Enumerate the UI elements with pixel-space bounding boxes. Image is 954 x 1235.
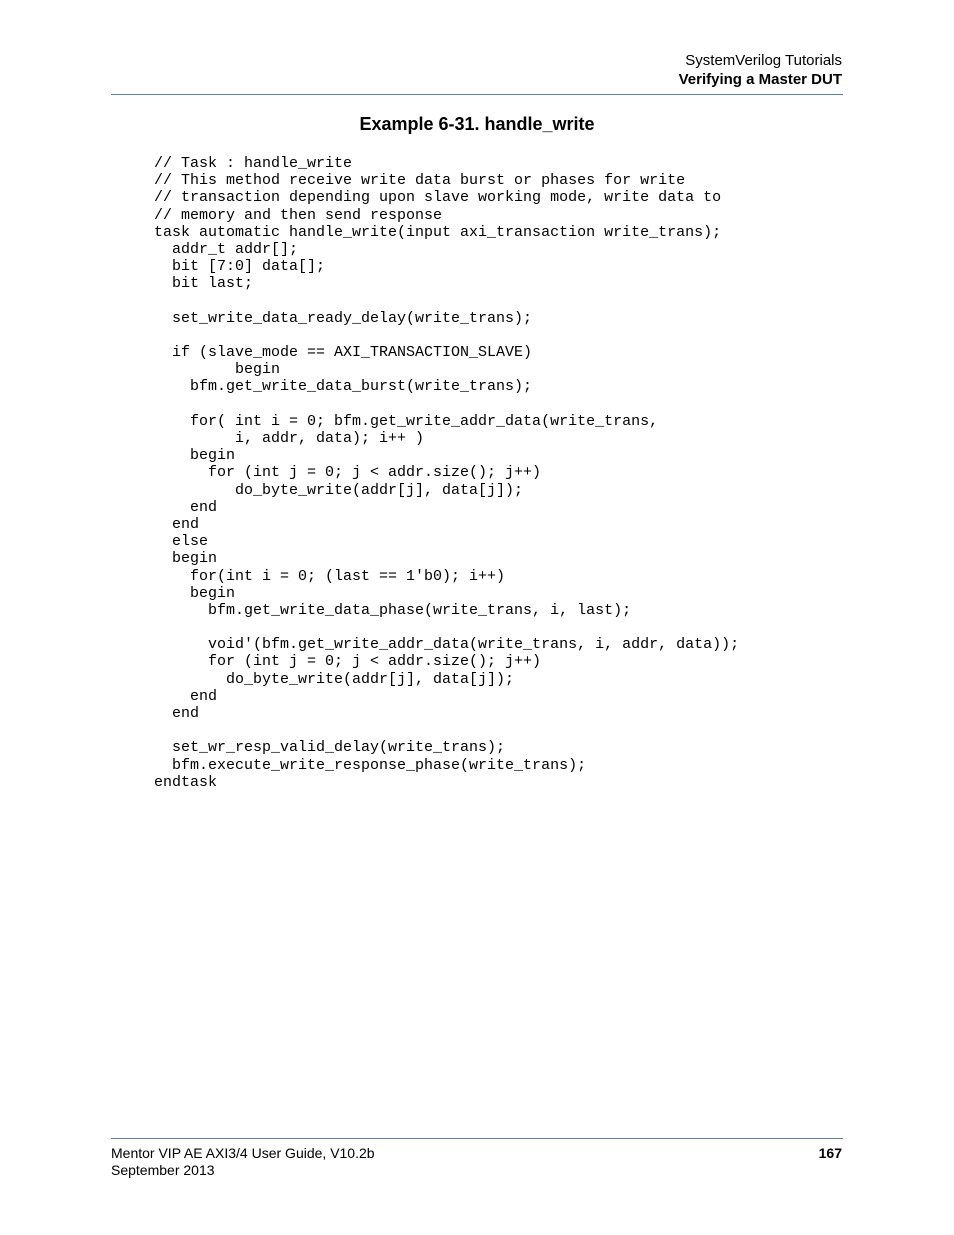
code-line: // transaction depending upon slave working mode, write data to bbox=[154, 189, 722, 207]
example-title: Example 6-31. handle_write bbox=[359, 114, 595, 134]
code-line: set_wr_resp_valid_delay(write_trans); bbox=[154, 739, 506, 757]
code-listing bbox=[154, 155, 739, 791]
code-line bbox=[154, 396, 739, 413]
code-line bbox=[154, 722, 739, 739]
code-line bbox=[154, 293, 739, 310]
code-line: do_byte_write(addr[j], data[j]); bbox=[154, 670, 515, 688]
code-line: do_byte_write(addr[j], data[j]); bbox=[154, 481, 524, 499]
code-line: void'(bfm.get_write_addr_data(write_trans, i, addr, data)); bbox=[154, 636, 740, 654]
code-line: addr_t addr[]; bbox=[154, 240, 299, 258]
code-line: for (int j = 0; j < addr.size(); j++) bbox=[154, 464, 542, 482]
code-line: bfm.get_write_data_phase(write_trans, i, last); bbox=[154, 601, 632, 619]
page-number: 167 bbox=[818, 1145, 842, 1161]
code-line: for (int j = 0; j < addr.size(); j++) bbox=[154, 653, 542, 671]
code-line: begin bbox=[154, 550, 218, 568]
footer-date: September 2013 bbox=[111, 1162, 215, 1178]
page-header bbox=[679, 51, 842, 89]
code-line: end bbox=[154, 515, 200, 533]
footer-guide-title: Mentor VIP AE AXI3/4 User Guide, V10.2b bbox=[111, 1145, 375, 1161]
code-line: // This method receive write data burst or phases for write bbox=[154, 172, 686, 190]
code-line: begin bbox=[154, 361, 281, 379]
code-line: bit [7:0] data[]; bbox=[154, 258, 326, 276]
code-line: if (slave_mode == AXI_TRANSACTION_SLAVE) bbox=[154, 344, 533, 362]
code-line: end bbox=[154, 705, 200, 722]
code-line: end bbox=[154, 498, 218, 516]
code-line: for( int i = 0; bfm.get_write_addr_data(write_trans, bbox=[154, 412, 659, 430]
header-subsection: Verifying a Master DUT bbox=[678, 71, 842, 88]
code-line bbox=[154, 619, 739, 636]
code-line: else bbox=[154, 533, 209, 551]
code-line: bit last; bbox=[154, 275, 254, 293]
code-line: endtask bbox=[154, 773, 218, 791]
code-line: // memory and then send response bbox=[154, 206, 443, 224]
code-line: // Task : handle_write bbox=[154, 155, 353, 172]
header-rule bbox=[111, 94, 843, 95]
code-line: end bbox=[154, 687, 218, 705]
code-line: task automatic handle_write(input axi_transaction write_trans); bbox=[154, 223, 722, 241]
code-line: bfm.execute_write_response_phase(write_trans); bbox=[154, 756, 587, 774]
footer-rule bbox=[111, 1138, 843, 1139]
code-line: set_write_data_ready_delay(write_trans); bbox=[154, 309, 533, 327]
code-line: begin bbox=[154, 447, 236, 465]
header-section: SystemVerilog Tutorials bbox=[685, 52, 842, 69]
page-footer bbox=[111, 1145, 375, 1179]
code-line: begin bbox=[154, 584, 236, 602]
code-line: i, addr, data); i++ ) bbox=[154, 430, 425, 447]
code-line: for(int i = 0; (last == 1'b0); i++) bbox=[154, 567, 506, 585]
code-line: bfm.get_write_data_burst(write_trans); bbox=[154, 378, 533, 396]
code-line bbox=[154, 327, 739, 344]
